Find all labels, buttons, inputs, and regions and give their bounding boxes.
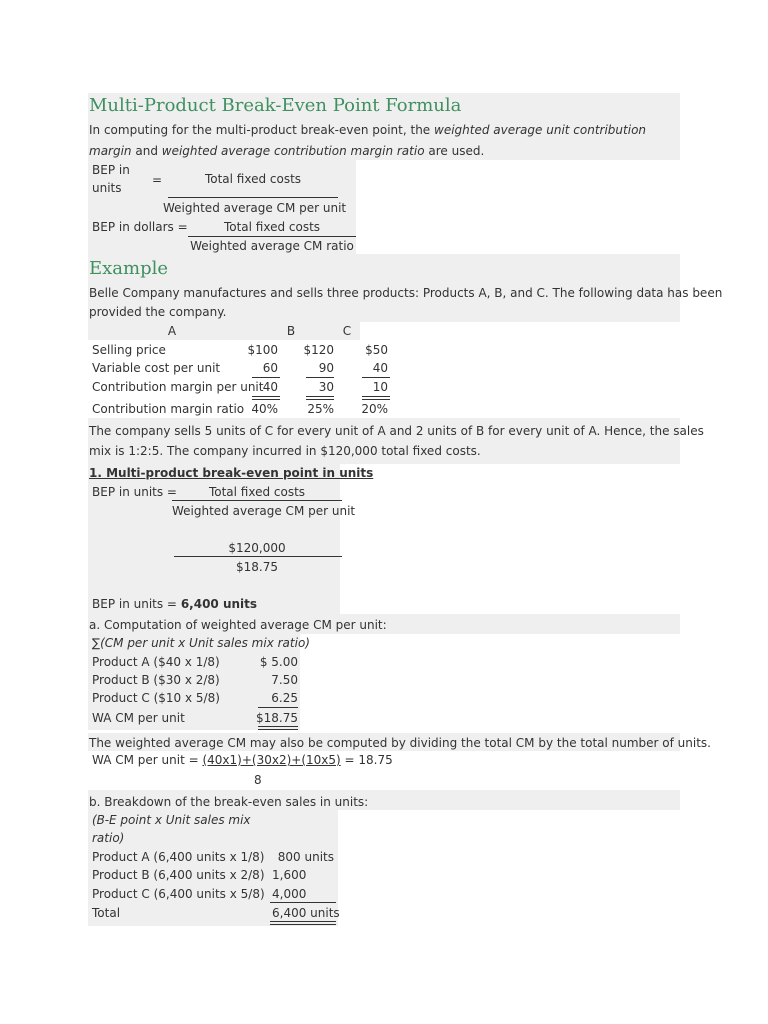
- comp-a-row-value-total: $18.75: [256, 711, 298, 725]
- breakdown-row-value-a: 800 units: [277, 850, 334, 864]
- variable-cost-underline-a: [252, 377, 280, 378]
- bep-dollars-numerator: Total fixed costs: [223, 220, 321, 234]
- cm-ratio-b: 25%: [307, 402, 334, 416]
- bep-units-denominator: Weighted average CM per unit: [163, 201, 347, 215]
- section1-value-fraction-bar: [174, 556, 342, 557]
- breakdown-b-formula-line-2: ratio): [92, 831, 125, 845]
- comp-a-row-value-c: 6.25: [271, 691, 298, 705]
- breakdown-row-label-c: Product C (6,400 units x 5/8): [92, 887, 265, 901]
- comp-a-row-label-total: WA CM per unit: [92, 711, 185, 725]
- row-label-selling-price: Selling price: [92, 343, 166, 357]
- bep-units-label-1: BEP in: [92, 163, 130, 177]
- cm-ratio-a: 40%: [251, 402, 278, 416]
- comp-a-row-label-b: Product B ($30 x 2/8): [92, 673, 220, 687]
- breakdown-total-double-rule: [270, 921, 336, 925]
- alt-formula-denominator: 8: [254, 773, 262, 787]
- comp-a-row-value-a: $ 5.00: [259, 655, 298, 669]
- intro-text-3: are used.: [424, 144, 485, 158]
- section1-fraction-bar: [172, 500, 342, 501]
- example-heading: Example: [89, 258, 169, 279]
- comp-a-row-value-b: 7.50: [271, 673, 298, 687]
- section1-num-value: $120,000: [228, 541, 286, 555]
- comp-a-subtotal-rule: [258, 707, 298, 708]
- intro-italic-2: margin: [89, 144, 132, 158]
- section1-result-label: BEP in units =: [92, 597, 181, 611]
- column-header-a: A: [167, 324, 177, 338]
- breakdown-row-label-a: Product A (6,400 units x 1/8): [92, 850, 265, 864]
- section1-heading: 1. Multi-product break-even point in units: [89, 466, 374, 480]
- cm-per-unit-c: 10: [372, 380, 388, 394]
- selling-price-c: $50: [365, 343, 388, 357]
- column-header-c: C: [342, 324, 352, 338]
- section1-numerator: Total fixed costs: [208, 485, 306, 499]
- section1-result-value: 6,400 units: [180, 597, 258, 611]
- cm-per-unit-a: 40: [262, 380, 278, 394]
- breakdown-row-value-c: 4,000: [272, 887, 307, 901]
- selling-price-a: $100: [247, 343, 278, 357]
- breakdown-row-value-total: 6,400 units: [272, 906, 340, 920]
- alt-formula-result: = 18.75: [340, 753, 393, 767]
- variable-cost-c: 40: [372, 361, 388, 375]
- mix-text-line-2: mix is 1:2:5. The company incurred in $120,000 total fixed costs.: [89, 444, 481, 458]
- breakdown-b-heading: b. Breakdown of the break-even sales in units:: [89, 795, 369, 809]
- comp-a-row-label-a: Product A ($40 x 1/8): [92, 655, 220, 669]
- section1-denominator: Weighted average CM per unit: [172, 504, 356, 518]
- cm-ratio-c: 20%: [361, 402, 388, 416]
- alt-formula-numerator: (40x1)+(30x2)+(10x5): [202, 753, 341, 767]
- row-label-cm-per-unit: Contribution margin per unit: [92, 380, 264, 394]
- mix-text-line-1: The company sells 5 units of C for every unit of A and 2 units of B for every unit of A. Hence, the sales: [89, 424, 704, 438]
- breakdown-b-formula-line-1: (B-E point x Unit sales mix: [92, 813, 251, 827]
- computation-a-formula: ∑(CM per unit x Unit sales mix ratio): [92, 636, 310, 650]
- intro-text-2: and: [131, 144, 162, 158]
- intro-line-1: [89, 123, 646, 137]
- variable-cost-underline-b: [306, 377, 334, 378]
- alt-text: The weighted average CM may also be computed by dividing the total CM by the total number of units.: [89, 736, 711, 750]
- cm-per-unit-underline-b: [306, 396, 334, 400]
- cm-per-unit-b: 30: [318, 380, 334, 394]
- comp-a-row-label-c: Product C ($10 x 5/8): [92, 691, 220, 705]
- bep-units-label-2: units: [92, 181, 122, 195]
- variable-cost-a: 60: [262, 361, 278, 375]
- bep-units-fraction-bar: [168, 197, 338, 198]
- row-label-variable-cost: Variable cost per unit: [92, 361, 221, 375]
- example-text-line-1: Belle Company manufactures and sells three products: Products A, B, and C. The following data has been: [89, 286, 723, 300]
- breakdown-subtotal-rule: [270, 902, 336, 903]
- section1-den-value: $18.75: [236, 560, 278, 574]
- example-text-line-2: provided the company.: [89, 305, 227, 319]
- intro-italic-3: weighted average contribution margin ratio: [161, 144, 425, 158]
- breakdown-row-label-b: Product B (6,400 units x 2/8): [92, 868, 265, 882]
- table-header-band: [88, 322, 360, 340]
- intro-italic-1: weighted average unit contribution: [434, 123, 647, 137]
- comp-a-total-double-rule: [258, 726, 298, 730]
- variable-cost-underline-c: [362, 377, 390, 378]
- section1-result: [92, 597, 257, 611]
- section1-bep-label: BEP in units =: [92, 485, 177, 499]
- column-header-b: B: [286, 324, 296, 338]
- alt-formula: [92, 753, 393, 767]
- alt-formula-label: WA CM per unit =: [92, 753, 203, 767]
- bep-units-equals: =: [152, 173, 163, 187]
- bep-units-numerator: Total fixed costs: [204, 172, 302, 186]
- page-title: Multi-Product Break-Even Point Formula: [89, 95, 462, 116]
- computation-a-heading: a. Computation of weighted average CM per unit:: [89, 618, 387, 632]
- cm-per-unit-underline-c: [362, 396, 390, 400]
- breakdown-row-label-total: Total: [92, 906, 121, 920]
- variable-cost-b: 90: [318, 361, 334, 375]
- intro-text-1: In computing for the multi-product break-even point, the: [89, 123, 435, 137]
- bep-dollars-denominator: Weighted average CM ratio: [190, 239, 354, 253]
- cm-per-unit-underline-a: [252, 396, 280, 400]
- bep-dollars-label: BEP in dollars =: [92, 220, 188, 234]
- breakdown-row-value-b: 1,600: [272, 868, 307, 882]
- intro-line-2: [89, 144, 484, 158]
- row-label-cm-ratio: Contribution margin ratio: [92, 402, 245, 416]
- selling-price-b: $120: [303, 343, 334, 357]
- bep-dollars-fraction-bar: [188, 236, 356, 237]
